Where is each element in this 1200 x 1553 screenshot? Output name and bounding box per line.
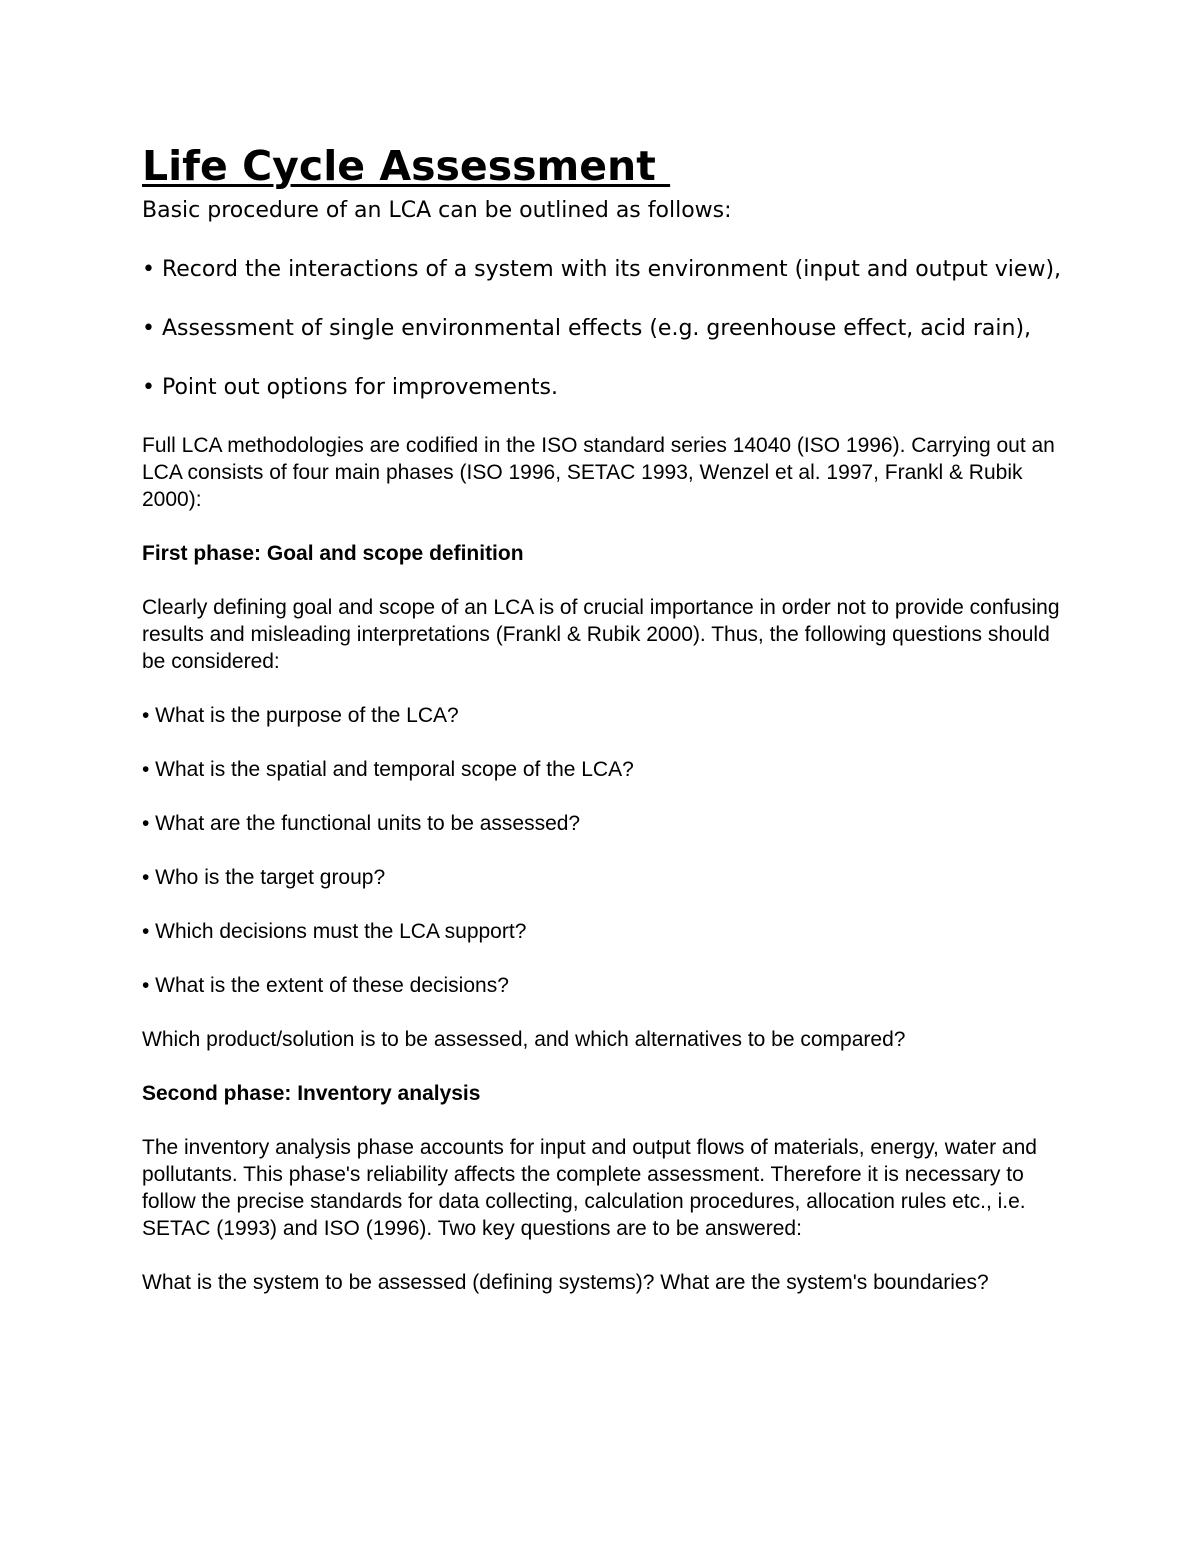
phase1-heading: First phase: Goal and scope definition <box>142 542 524 565</box>
document-title: Life Cycle Assessment <box>142 142 671 190</box>
question-item: • What are the functional units to be assessed? <box>142 812 581 835</box>
document-page <box>142 142 1072 1296</box>
procedure-item: • Point out options for improvements. <box>142 375 558 400</box>
question-item: • What is the extent of these decisions? <box>142 974 509 997</box>
phase2-closing: What is the system to be assessed (defining systems)? What are the system's boundaries? <box>142 1271 989 1294</box>
phase1-questions <box>142 702 1072 999</box>
procedure-item: • Assessment of single environmental effects (e.g. greenhouse effect, acid rain), <box>142 316 1032 341</box>
procedure-item: • Record the interactions of a system with its environment (input and output view), <box>142 257 1062 282</box>
document-subtitle: Basic procedure of an LCA can be outlined as follows: <box>142 198 732 223</box>
question-item: • Which decisions must the LCA support? <box>142 920 527 943</box>
intro-paragraph: Full LCA methodologies are codified in the ISO standard series 14040 (ISO 1996). Carrying out an LCA consists of four main phases (ISO 1996, SETAC 1993, Wenzel et al. 1997, Frankl & Rubik 2000): <box>142 434 1055 511</box>
phase1-paragraph: Clearly defining goal and scope of an LCA is of crucial importance in order not to provide confusing results and misleading interpretations (Frankl & Rubik 2000). Thus, the following questions should be considered: <box>142 596 1060 673</box>
question-item: • What is the purpose of the LCA? <box>142 704 459 727</box>
phase2-heading: Second phase: Inventory analysis <box>142 1082 481 1105</box>
question-item: • Who is the target group? <box>142 866 386 889</box>
procedure-list <box>142 255 1072 403</box>
phase1-closing: Which product/solution is to be assessed, and which alternatives to be compared? <box>142 1028 906 1051</box>
question-item: • What is the spatial and temporal scope of the LCA? <box>142 758 634 781</box>
phase2-paragraph: The inventory analysis phase accounts for input and output flows of materials, energy, water and pollutants. This phase's reliability affects the complete assessment. Therefore it is necessary to follow the precise standards for data collecting, calculation procedures, allocation rules etc., i.e. SETAC (1993) and ISO (1996). Two key questions are to be answered: <box>142 1136 1037 1240</box>
